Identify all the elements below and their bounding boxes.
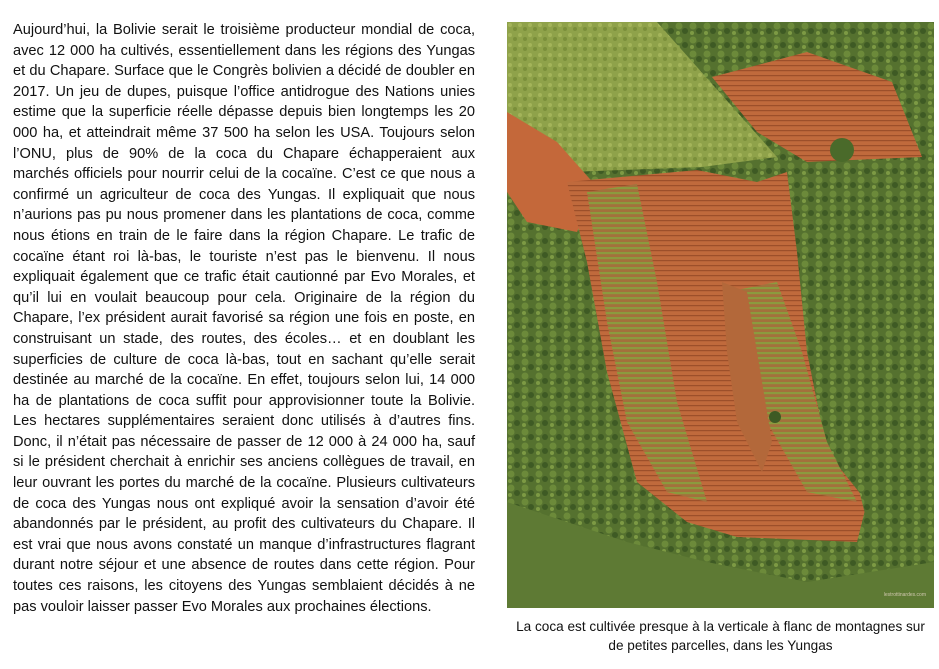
photo-caption: La coca est cultivée presque à la verticale à flanc de montagnes sur de petites parcelles, dans les Yungas — [516, 619, 925, 653]
photo-watermark: lestrottinardes.com — [883, 592, 926, 598]
coca-fields-image — [507, 22, 934, 608]
coca-fields-photo — [507, 22, 934, 608]
article-body: Aujourd’hui, la Bolivie serait le troisième producteur mondial de coca, avec 12 000 ha cultivés, essentiellement dans les régions des Yungas et du Chapare. Surface que le Congrès bolivien a décidé de doubler en 2017. Un jeu de dupes, puisque l’office antidrogue des Nations unies estime que la superficie réelle dépasse depuis bien longtemps les 20 000 ha, et atteindrait même 37 500 ha selon les USA. Toujours selon l’ONU, plus de 90% de la coca du Chapare échapperaient aux marchés officiels pour nourrir celui de la cocaïne. C’est ce que nous a confirmé un agriculteur de coca des Yungas. Il expliquait que nous n’aurions pas pu nous promener dans les plantations de coca, comme nous étions en train de le faire dans la région Chapare. Le trafic de cocaïne étant roi là-bas, le touriste n’est pas le bienvenu. Il nous expliquait également que ce trafic était cautionné par Evo Morales, et qu’il lui en voulait beaucoup pour cela. Originaire de la région du Chapare, l’ex président aurait favorisé sa région une fois en poste, en construisant un stade, des routes, des écoles… et en doublant les superficies de culture de coca là-bas, tout en sachant qu’elle serait destinée au marché de la cocaïne. En effet, toujours selon lui, 14 000 ha de plantations de coca suffit pour approvisionner toute la Bolivie. Les hectares supplémentaires seraient donc utilisés à d’autres fins. Donc, il n’était pas nécessaire de passer de 12 000 à 24 000 ha, sauf si le président cherchait à enrichir ses anciens collègues de travail, en leur ouvrant les portes du marché de la cocaïne. Plusieurs cultivateurs de coca des Yungas nous ont expliqué avoir la sensation d’avoir été abandonnés par le président, au profit des cultivateurs du Chapare. Il est vrai que nous avons constaté un manque d’infrastructures flagrant durant notre séjour et une absence de routes dans cette région. Pour toutes ces raisons, les citoyens des Yungas semblaient décidés à ne pas vouloir laisser passer Evo Morales aux prochaines élections. — [13, 22, 475, 615]
